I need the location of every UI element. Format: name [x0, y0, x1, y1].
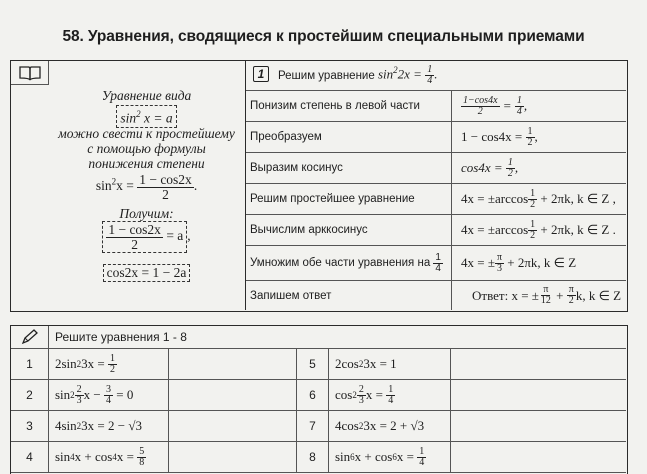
example-steps-table	[246, 61, 626, 310]
answer-blank[interactable]	[451, 380, 626, 410]
exercise-number: 4	[11, 442, 49, 472]
theory-box-equation: $\sin^2 x = a$	[49, 105, 244, 128]
exercise-equation: sin 6 x + cos 6 x = $\frac{1}{4}$	[329, 442, 451, 472]
step-row-4	[246, 184, 626, 215]
exercise-number: 1	[11, 349, 49, 379]
exercises-header	[11, 326, 626, 349]
exercise-equation: 2sin 2 3x = $\frac{1}{2}$	[49, 349, 169, 379]
book-icon-cell	[11, 61, 49, 85]
theory-line-4: понижения степени	[88, 156, 205, 171]
result-equation: $\frac{1 - \cos 2x}{2}$ = a ,	[49, 221, 244, 253]
result-equation-2: cos2x = 1 − 2a	[49, 264, 244, 282]
answer-value: Ответ: x = ± $\frac{\pi}{12}$ + $\frac{\pi}{2}$ k, k ∈ Z	[472, 284, 622, 306]
exercise-number: 7	[297, 411, 329, 441]
page-title: 58. Уравнения, сводящиеся к простейшим специальными приемами	[62, 28, 585, 45]
result-label: Получим:	[119, 206, 174, 221]
step-label: Умножим обе части уравнения на $\frac{1}{4}$	[246, 246, 452, 280]
step-label: Выразим косинус	[246, 153, 452, 183]
step-row-5	[246, 215, 626, 246]
step-value: $\frac{1-\cos 4x}{2}$ = $\frac{1}{4}$ ,	[463, 94, 528, 117]
book-icon	[19, 65, 41, 81]
exercise-row-3	[11, 411, 626, 442]
exercise-row-2	[11, 380, 626, 411]
step-label: Преобразуем	[246, 122, 452, 152]
step-label: Вычислим арккосинус	[246, 215, 452, 245]
step-label: Запишем ответ	[246, 281, 452, 310]
exercise-number: 3	[11, 411, 49, 441]
exercise-number: 8	[297, 442, 329, 472]
answer-blank[interactable]	[169, 380, 297, 410]
step-row-3	[246, 153, 626, 184]
step-label: Решим простейшее уравнение	[246, 184, 452, 214]
pencil-icon	[21, 329, 39, 345]
example-header-text: Решим уравнение	[278, 69, 375, 82]
theory-column	[11, 61, 246, 310]
theory-line-2: можно свести к простейшему	[58, 126, 235, 141]
exercises-frame	[10, 325, 628, 474]
exercise-number: 5	[297, 349, 329, 379]
example-header-row	[246, 61, 626, 91]
example-number-badge: 1	[253, 66, 269, 82]
step-value: 4x = ±arccos $\frac{1}{2}$ + 2πk, k ∈ Z ,	[461, 187, 616, 210]
exercise-equation: sin 4 x + cos 4 x = $\frac{5}{8}$	[49, 442, 169, 472]
exercise-number: 2	[11, 380, 49, 410]
exercise-number: 6	[297, 380, 329, 410]
example-header-equation: $\sin^22x$ = $\frac{1}{4}$ .	[377, 64, 438, 86]
exercise-row-4	[11, 442, 626, 473]
step-value: cos4x = $\frac{1}{2}$ ,	[461, 156, 519, 179]
answer-blank[interactable]	[169, 411, 297, 441]
step-row-6	[246, 246, 626, 281]
step-row-7	[246, 281, 626, 310]
exercise-equation: 4cos 2 3x = 2 + √3	[329, 411, 451, 441]
exercise-equation: cos 2 $\frac{2}{3}$ x = $\frac{1}{4}$	[329, 380, 451, 410]
step-row-2	[246, 122, 626, 153]
theory-line-3: с помощью формулы	[87, 141, 206, 156]
method-frame	[10, 60, 628, 312]
step-value: 4x = ±arccos $\frac{1}{2}$ + 2πk, k ∈ Z .	[461, 218, 616, 241]
step-value: 1 − cos4x = $\frac{1}{2}$ ,	[461, 125, 538, 148]
answer-blank[interactable]	[451, 411, 626, 441]
answer-blank[interactable]	[169, 349, 297, 379]
step-label: Понизим степень в левой части	[246, 91, 452, 121]
power-reduction-formula: $\sin^2x$ = $\frac{1 - \cos 2x}{2}$ .	[95, 172, 198, 202]
step-row-1	[246, 91, 626, 122]
answer-blank[interactable]	[451, 442, 626, 472]
exercise-equation: 4sin 2 3x = 2 − √3	[49, 411, 169, 441]
exercises-header-text: Решите уравнения 1 - 8	[55, 330, 187, 344]
exercise-row-1	[11, 349, 626, 380]
answer-blank[interactable]	[451, 349, 626, 379]
answer-blank[interactable]	[169, 442, 297, 472]
exercise-equation: sin 2 $\frac{2}{3}$ x − $\frac{3}{4}$ = 0	[49, 380, 169, 410]
step-value: 4x = ± $\frac{\pi}{3}$ + 2πk, k ∈ Z	[461, 251, 577, 274]
theory-intro: Уравнение вида	[101, 88, 192, 103]
exercise-equation: 2cos 2 3x = 1	[329, 349, 451, 379]
pencil-icon-cell	[11, 326, 49, 348]
